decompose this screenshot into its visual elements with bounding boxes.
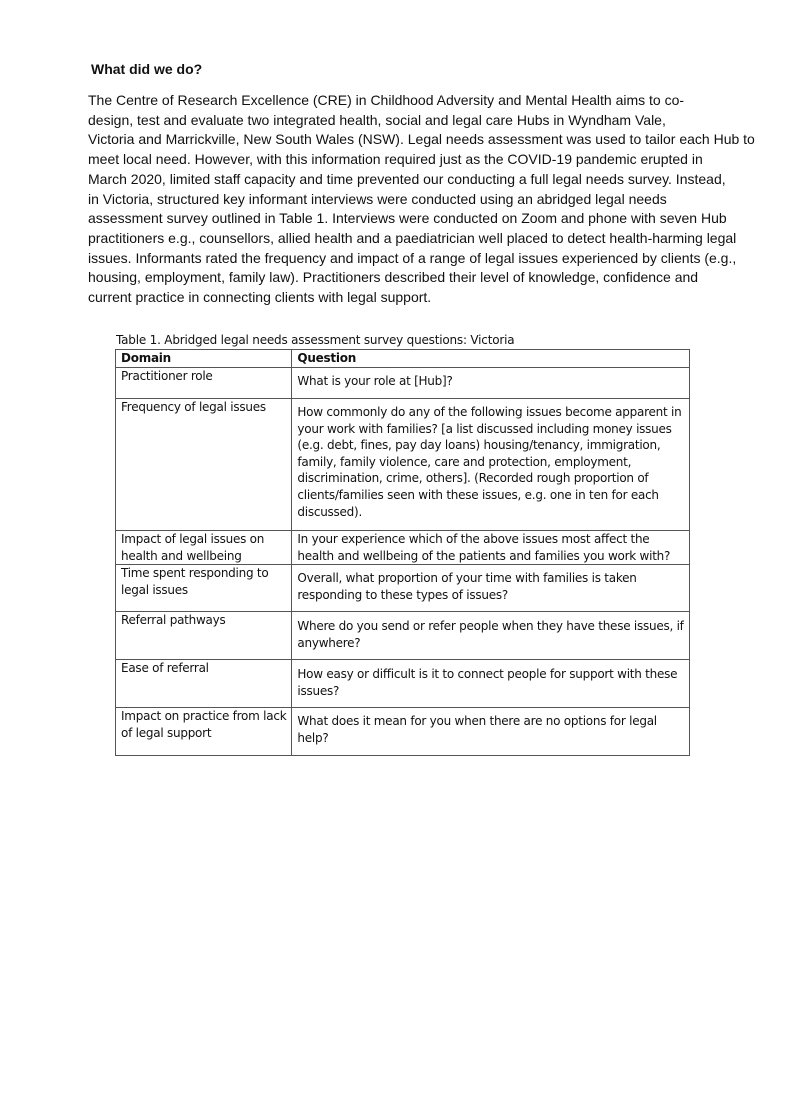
question-line: your work with families? [a list discussed including money issues (297, 421, 672, 436)
table-caption: Table 1. Abridged legal needs assessment survey questions: Victoria (116, 333, 515, 347)
domain-line: Impact of legal issues on (121, 532, 265, 546)
question-cell (292, 368, 689, 399)
question-cell (292, 399, 689, 531)
table-row (116, 368, 690, 399)
question-line: clients/families seen with these issues, e.g. one in ten for each (297, 487, 659, 502)
question-line: family, family violence, care and protection, employment, (297, 454, 632, 469)
question-cell (292, 708, 689, 756)
question-line: What is your role at [Hub]? (297, 374, 453, 388)
question-line: discrimination, crime, others]. (Recorded rough proportion of (297, 471, 649, 486)
table-row (116, 708, 690, 756)
body-paragraph (88, 91, 755, 308)
domain-cell (116, 399, 292, 531)
domain-line: Ease of referral (121, 661, 209, 676)
domain-column-header: Domain (116, 350, 292, 368)
question-line: Overall, what proportion of your time with families is taken (297, 571, 637, 586)
table-row (116, 660, 690, 708)
paragraph-line: current practice in connecting clients with legal support. (88, 289, 432, 306)
question-line: What does it mean for you when there are no options for legal (297, 714, 657, 729)
domain-line: of legal support (121, 725, 212, 740)
paragraph-line: issues. Informants rated the frequency and impact of a range of legal issues experienced by clients (e.g., (88, 249, 737, 266)
table-row (116, 612, 690, 660)
paragraph-line: assessment survey outlined in Table 1. Interviews were conducted on Zoom and phone with seven Hub (88, 210, 727, 227)
domain-line: legal issues (121, 582, 188, 597)
question-line: How easy or difficult is it to connect people for support with these (297, 667, 678, 682)
section-heading: What did we do? (91, 61, 203, 77)
domain-line: Referral pathways (121, 613, 226, 628)
paragraph-line: Victoria and Marrickville, New South Wales (NSW). Legal needs assessment was used to tailor each Hub to (88, 131, 755, 148)
question-column-header: Question (292, 350, 689, 368)
question-line: discussed). (297, 504, 363, 519)
question-line: issues? (297, 683, 340, 698)
domain-cell (116, 565, 292, 612)
question-line: In your experience which of the above issues most affect the (297, 532, 650, 546)
domain-cell (116, 660, 292, 708)
question-line: (e.g. debt, fines, pay day loans) housing/tenancy, immigration, (297, 438, 661, 453)
domain-cell (116, 612, 292, 660)
survey-table (115, 349, 690, 756)
domain-cell (116, 368, 292, 399)
paragraph-line: design, test and evaluate two integrated health, social and legal care Hubs in Wyndham Vale, (88, 111, 666, 128)
table-row (116, 531, 690, 565)
question-cell (292, 612, 689, 660)
table-row (116, 399, 690, 531)
table-row (116, 565, 690, 612)
domain-line: Frequency of legal issues (121, 400, 266, 414)
domain-cell (116, 531, 292, 565)
paragraph-line: meet local need. However, with this information required just as the COVID-19 pandemic erupted in (88, 151, 703, 168)
domain-line: Impact on practice from lack (121, 709, 287, 724)
question-line: Where do you send or refer people when they have these issues, if (297, 619, 684, 634)
question-line: How commonly do any of the following issues become apparent in (297, 405, 682, 419)
paragraph-line: in Victoria, structured key informant interviews were conducted using an abridged legal needs (88, 190, 667, 207)
question-line: health and wellbeing of the patients and families you work with? (297, 548, 671, 563)
domain-line: Practitioner role (121, 369, 213, 383)
paragraph-line: practitioners e.g., counsellors, allied health and a paediatrician well placed to detect health-harming legal (88, 229, 737, 246)
question-line: responding to these types of issues? (297, 587, 508, 602)
question-cell (292, 565, 689, 612)
table-header-row (116, 350, 690, 368)
question-line: help? (297, 730, 329, 745)
question-cell (292, 660, 689, 708)
domain-cell (116, 708, 292, 756)
question-line: anywhere? (297, 635, 361, 650)
question-cell (292, 531, 689, 565)
paragraph-line: March 2020, limited staff capacity and time prevented our conducting a full legal needs survey. Instead, (88, 170, 726, 187)
paragraph-line: The Centre of Research Excellence (CRE) in Childhood Adversity and Mental Health aims to co- (88, 92, 685, 108)
paragraph-line: housing, employment, family law). Practitioners described their level of knowledge, confidence and (88, 269, 699, 286)
domain-line: health and wellbeing (121, 548, 242, 563)
domain-line: Time spent responding to (121, 566, 269, 581)
